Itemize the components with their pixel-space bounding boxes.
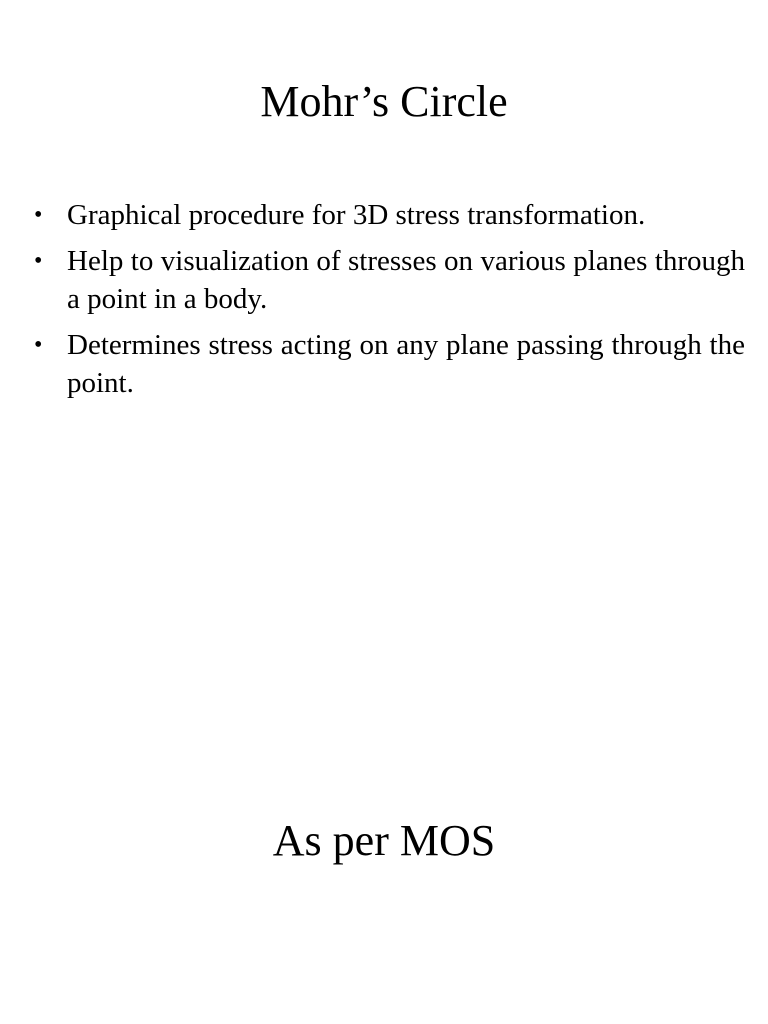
bullet-item bbox=[28, 196, 745, 234]
bullet-text: Determines stress acting on any plane passing through the point. bbox=[67, 329, 745, 399]
bullet-list bbox=[28, 196, 745, 410]
bullet-marker: • bbox=[34, 332, 43, 358]
slide-title: Mohr’s Circle bbox=[260, 77, 508, 126]
bullet-item bbox=[28, 242, 745, 318]
footer-text: As per MOS bbox=[272, 816, 496, 865]
bullet-text: Graphical procedure for 3D stress transformation. bbox=[67, 199, 646, 231]
bullet-item bbox=[28, 326, 745, 402]
bullet-marker: • bbox=[34, 202, 43, 228]
bullet-text: Help to visualization of stresses on various planes through a point in a body. bbox=[67, 245, 745, 315]
bullet-marker: • bbox=[34, 248, 43, 274]
